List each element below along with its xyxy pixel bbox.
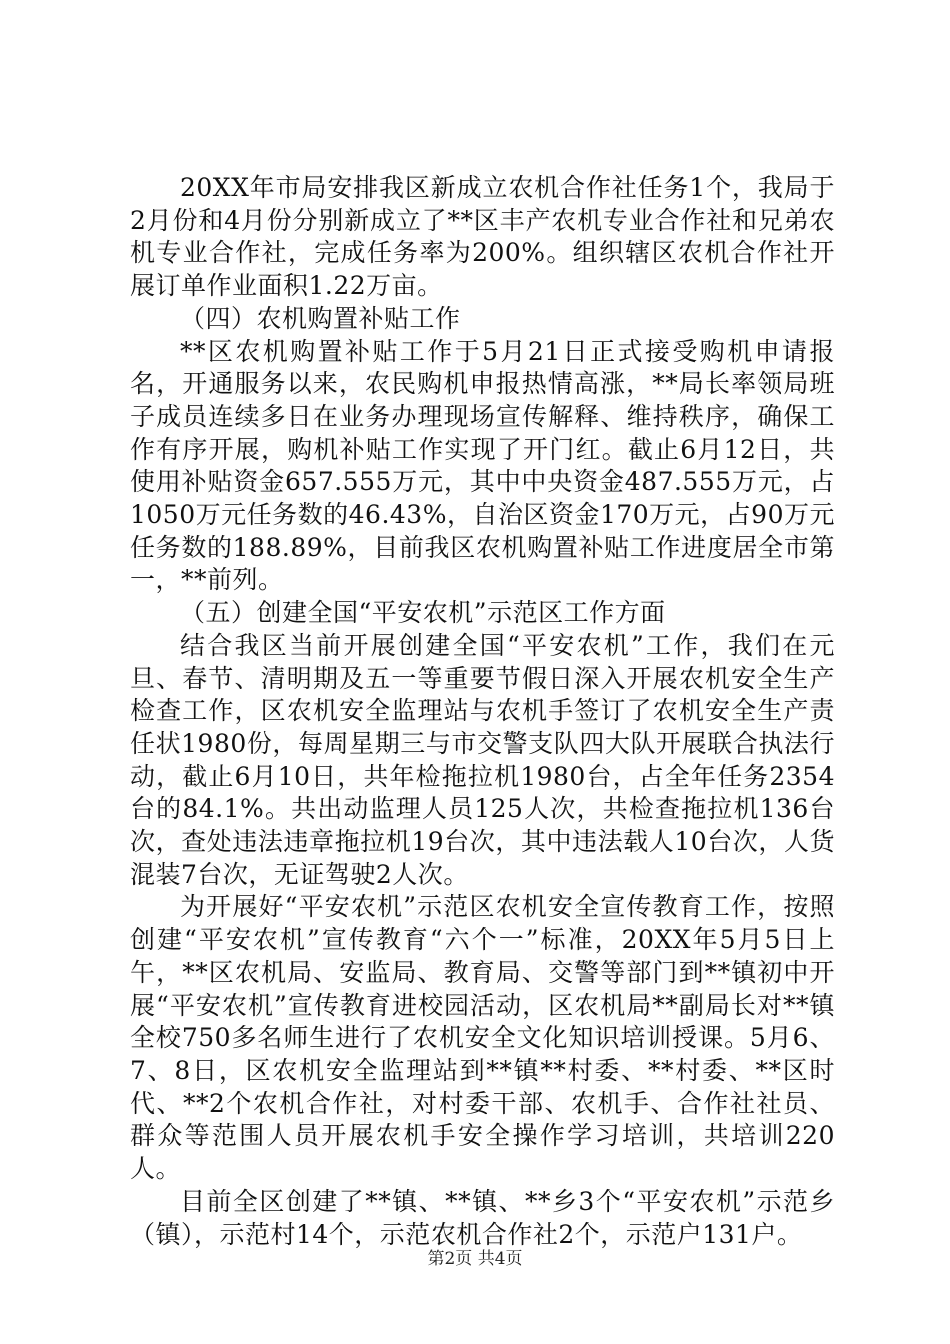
paragraph-demonstration-summary: 目前全区创建了**镇、**镇、**乡3个“平安农机”示范乡（镇），示范村14个，示范农机合作社2个，示范户131户。: [130, 1186, 835, 1249]
section-heading-safe-agri-machinery: （五）创建全国“平安农机”示范区工作方面: [180, 598, 666, 628]
paragraph-safety-inspection: 结合我区当前开展创建全国“平安农机”工作，我们在元旦、春节、清明期及五一等重要节假日深入开展农机安全生产检查工作，区农机安全监理站与农机手签订了农机安全生产责任状1980份，每周星期三与市交警支队四大队开展联合执法行动，截止6月10日，共年检拖拉机1980台，占全年任务2354台的84.1%。共出动监理人员125人次，共检查拖拉机136台次，查处违法违章拖拉机19台次，其中违法载人10台次，人货混装7台次，无证驾驶2人次。: [130, 630, 835, 889]
paragraph-safety-education: 为开展好“平安农机”示范区农机安全宣传教育工作，按照创建“平安农机”宣传教育“六个一”标准，20XX年5月5日上午，**区农机局、安监局、教育局、交警等部门到**镇初中开展“平安农机”宣传教育进校园活动，区农机局**副局长对**镇全校750多名师生进行了农机安全文化知识培训授课。5月6、7、8日，区农机安全监理站到**镇**村委、**村委、**区时代、**2个农机合作社，对村委干部、农机手、合作社社员、群众等范围人员开展农机手安全操作学习培训，共培训220人。: [130, 892, 835, 1184]
paragraph-cooperatives: 20XX年市局安排我区新成立农机合作社任务1个，我局于2月份和4月份分别新成立了**区丰产农机专业合作社和兄弟农机专业合作社，完成任务率为200%。组织辖区农机合作社开展订单作业面积1.22万亩。: [130, 173, 835, 301]
page-footer: 第2页 共4页: [427, 1249, 523, 1269]
paragraph-purchase-subsidy: **区农机购置补贴工作于5月21日正式接受购机申请报名，开通服务以来，农民购机申报热情高涨，**局长率领局班子成员连续多日在业务办理现场宣传解释、维持秩序，确保工作有序开展，购机补贴工作实现了开门红。截止6月12日，共使用补贴资金657.555万元，其中中央资金487.555万元，占1050万元任务数的46.43%，自治区资金170万元，占90万元任务数的188.89%，目前我区农机购置补贴工作进度居全市第一，**前列。: [130, 336, 835, 595]
section-heading-purchase-subsidy: （四）农机购置补贴工作: [180, 303, 461, 333]
document-body: [130, 172, 835, 1251]
